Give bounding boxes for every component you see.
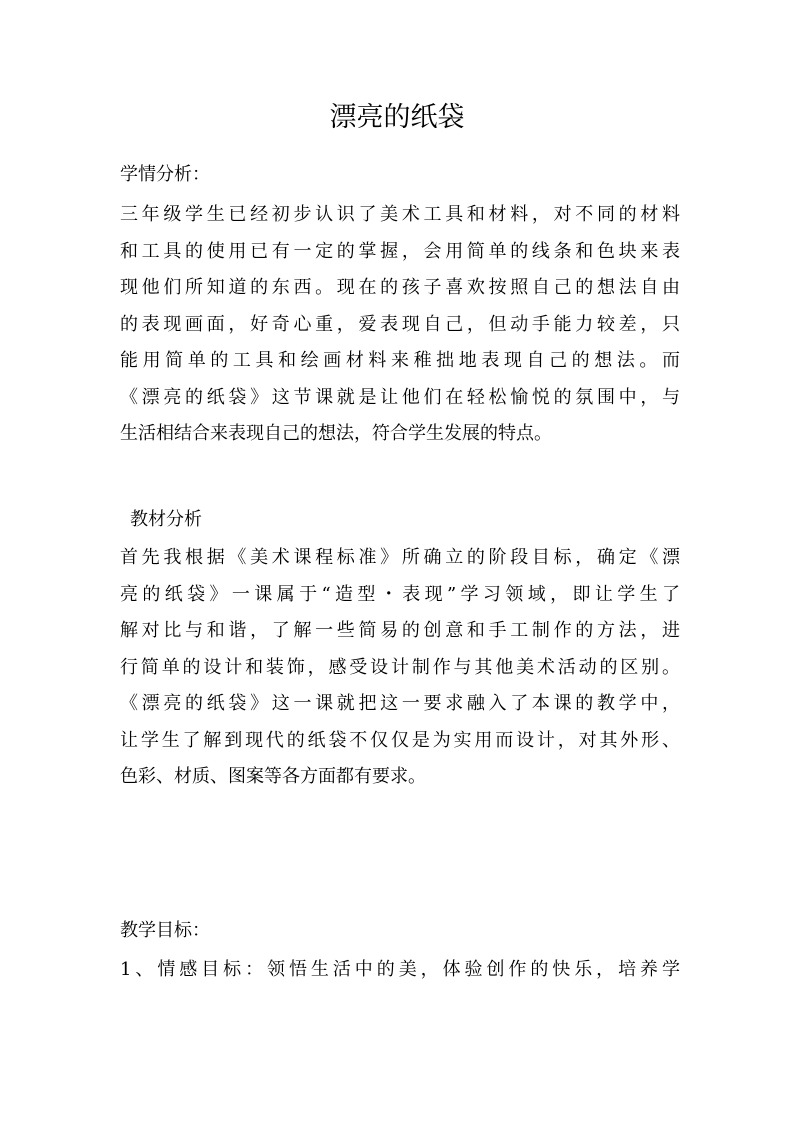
paragraph-line: 色彩、材质、图案等各方面都有要求。	[120, 766, 426, 787]
paragraph-line: 和工具的使用已有一定的掌握，会用简单的线条和色块来表	[120, 240, 680, 262]
section-heading-learner-analysis: 学情分析：	[120, 164, 210, 185]
section-body-textbook-analysis	[120, 540, 680, 796]
paragraph-line: 《漂亮的纸袋》这节课就是让他们在轻松愉悦的氛围中，与	[120, 386, 680, 408]
paragraph-line: 行简单的设计和装饰，感受设计制作与其他美术活动的区别。	[120, 656, 680, 678]
paragraph-line: 《漂亮的纸袋》这一课就把这一要求融入了本课的教学中，	[120, 693, 680, 714]
section-heading-teaching-objectives: 教学目标：	[120, 920, 210, 941]
section-body-teaching-objectives	[120, 952, 680, 989]
paragraph-line: 亮的纸袋》一课属于“造型・表现”学习领域，即让学生了	[120, 583, 680, 605]
paragraph-line: 让学生了解到现代的纸袋不仅仅是为实用而设计，对其外形、	[120, 729, 680, 751]
list-item: 1、情感目标：领悟生活中的美，体验创作的快乐，培养学	[120, 959, 680, 980]
paragraph-line: 现他们所知道的东西。现在的孩子喜欢按照自己的想法自由	[120, 277, 680, 298]
paragraph-line: 能用简单的工具和绘画材料来稚拙地表现自己的想法。而	[120, 350, 680, 371]
document-title: 漂亮的纸袋	[329, 102, 465, 133]
paragraph-line: 首先我根据《美术课程标准》所确立的阶段目标，确定《漂	[120, 547, 680, 568]
paragraph-line: 三年级学生已经初步认识了美术工具和材料，对不同的材料	[120, 204, 680, 225]
paragraph-line: 解对比与和谐，了解一些简易的创意和手工制作的方法，进	[120, 620, 680, 641]
paragraph-line: 的表现画面，好奇心重，爱表现自己，但动手能力较差，只	[120, 313, 680, 335]
paragraph-line: 生活相结合来表现自己的想法，符合学生发展的特点。	[120, 423, 552, 444]
section-heading-textbook-analysis: 教材分析	[130, 509, 202, 530]
section-body-learner-analysis	[120, 197, 680, 453]
